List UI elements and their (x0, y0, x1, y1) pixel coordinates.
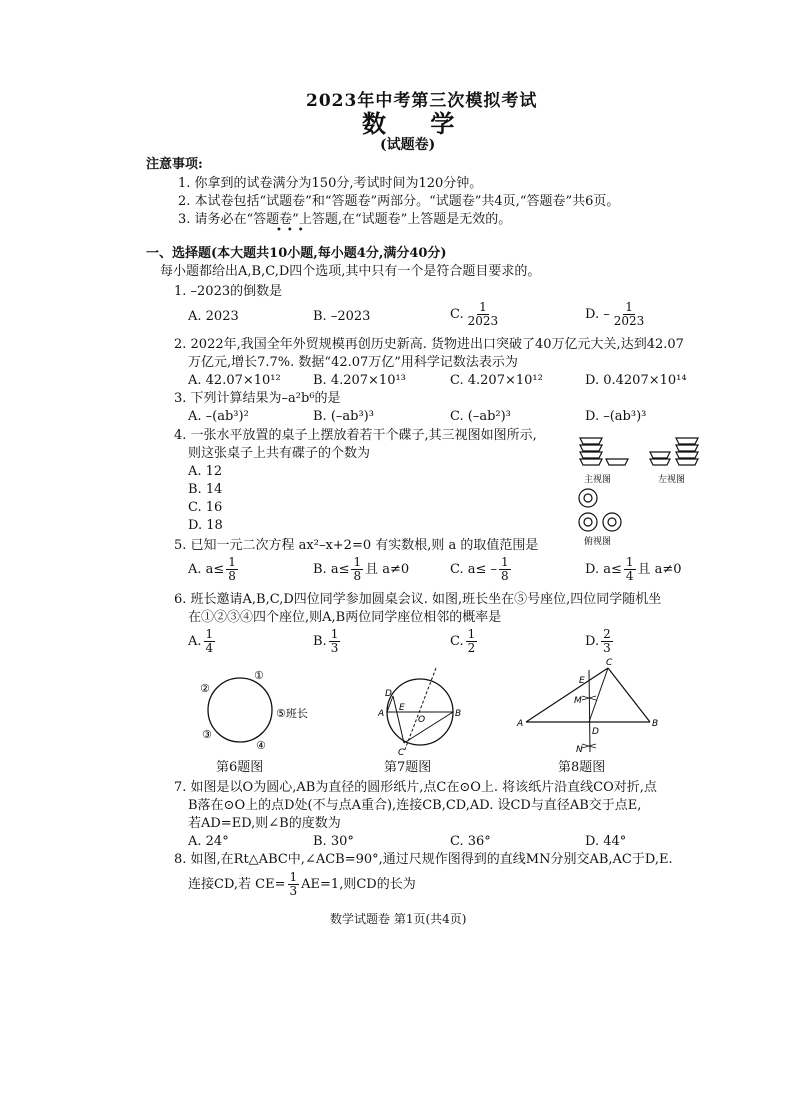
left-view-plates (650, 438, 698, 465)
q6-option-b: B. $\frac{1}{3}$ (313, 627, 339, 655)
q5-option-a: A. a≤ $\frac{1}{8}$ (188, 555, 236, 583)
q1-option-c: C. $\frac{1}{2023}$ (450, 300, 499, 328)
q3-stem: 3. 下列计算结果为–a²b⁶的是 (174, 391, 341, 406)
notice-item-3: 3. 请务必在“答题卷”上答题,在“试题卷”上答题是无效的。 (178, 212, 512, 227)
q6-option-c: C. $\frac{1}{2}$ (450, 627, 476, 655)
seat-4: ④ (256, 739, 266, 752)
fig8-label-d: D (592, 727, 599, 737)
q2-line-2: 万亿元,增长7.7%. 数据“42.07万亿”用科学记数法表示为 (188, 355, 518, 370)
top-view-label: 俯视图 (584, 537, 612, 547)
q1-stem: 1. –2023的倒数是 (174, 284, 283, 299)
notice-heading: 注意事项: (146, 157, 203, 172)
q1-option-a: A. 2023 (188, 309, 239, 324)
q3-option-c: C. (–ab²)³ (450, 409, 511, 424)
section-heading: 一、选择题(本大题共10小题,每小题4分,满分40分) (146, 246, 447, 261)
fig8-label-m: M (574, 696, 582, 706)
fig7-label-d: D (385, 689, 392, 699)
q2-option-d: D. 0.4207×10¹⁴ (585, 373, 687, 388)
fig7-label-c: C (398, 748, 405, 756)
top-view-plates (579, 489, 621, 531)
q4-option-a: A. 12 (188, 464, 223, 479)
q3-option-d: D. –(ab³)³ (585, 409, 647, 424)
q6-line-2: 在①②③④四个座位,则A,B两位同学座位相邻的概率是 (188, 610, 502, 625)
fig8-label-c: C (606, 658, 613, 668)
seat-3: ③ (202, 728, 212, 741)
q8-line-2: 连接CD,若 CE= $\frac{1}{3}$ AE=1,则CD的长为 (188, 870, 416, 898)
q3-option-a: A. –(ab³)² (188, 409, 249, 424)
q2-line-1: 2. 2022年,我国全年外贸规模再创历史新高. 货物进出口突破了40万亿元大关,达到42.07 (174, 337, 684, 352)
q7-line-2: B落在⊙O上的点D处(不与点A重合),连接CB,CD,AD. 设CD与直径AB交于点E, (188, 798, 642, 813)
q4-line-2: 则这张桌子上共有碟子的个数为 (188, 446, 371, 461)
fig7-circle-figure (378, 664, 468, 756)
q1-option-b: B. –2023 (313, 309, 371, 324)
q1-option-d: D. – $\frac{1}{2023}$ (585, 300, 645, 328)
notice-item-1: 1. 你拿到的试卷满分为150分,考试时间为120分钟。 (178, 176, 483, 191)
paper-type: (试题卷) (380, 137, 436, 153)
q5-stem: 5. 已知一元二次方程 ax²–x+2=0 有实数根,则 a 的取值范围是 (174, 538, 539, 553)
exam-title: 2023年中考第三次模拟考试 (306, 91, 538, 111)
q4-line-1: 4. 一张水平放置的桌子上摆放着若干个碟子,其三视图如图所示, (174, 428, 537, 443)
fig8-label-b: B (652, 719, 659, 729)
q4-option-d: D. 18 (188, 518, 223, 533)
section-intro: 每小题都给出A,B,C,D四个选项,其中只有一个是符合题目要求的。 (160, 264, 541, 279)
fig6-caption: 第6题图 (216, 760, 264, 775)
q5-option-b: B. a≤ $\frac{1}{8}$ 且 a≠0 (313, 555, 410, 583)
fig7-caption: 第7题图 (384, 760, 432, 775)
front-view-plates (580, 438, 628, 465)
q7-option-b: B. 30° (313, 834, 354, 849)
subject-title: 数 学 (362, 109, 473, 138)
fig7-label-e: E (399, 703, 405, 713)
fig8-label-a: A (517, 719, 524, 729)
notice-item-2: 2. 本试卷包括“试题卷”和“答题卷”两部分。“试题卷”共4页,“答题卷”共6页。 (178, 194, 620, 209)
seat-5-monitor: ⑤班长 (276, 707, 308, 720)
fig8-label-n: N (576, 745, 583, 755)
emphasis-dots: ••• (276, 225, 309, 236)
fig6-round-table (196, 668, 316, 756)
seat-1: ① (254, 669, 264, 682)
q5-option-d: D. a≤ $\frac{1}{4}$ 且 a≠0 (585, 555, 682, 583)
q4-option-c: C. 16 (188, 500, 223, 515)
front-view-label: 主视图 (584, 475, 612, 485)
q4-option-b: B. 14 (188, 482, 223, 497)
q2-option-a: A. 42.07×10¹² (188, 373, 281, 388)
fig8-caption: 第8题图 (558, 760, 606, 775)
q8-line-1: 8. 如图,在Rt△ABC中,∠ACB=90°,通过尺规作图得到的直线MN分别交AB,AC于D,E. (174, 852, 673, 867)
q7-line-3: 若AD=ED,则∠B的度数为 (188, 816, 341, 831)
q2-option-c: C. 4.207×10¹² (450, 373, 543, 388)
fig7-label-a: A (378, 709, 385, 719)
q6-line-1: 6. 班长邀请A,B,C,D四位同学参加圆桌会议. 如图,班长坐在⑤号座位,四位同学随机坐 (174, 592, 662, 607)
q5-option-c: C. a≤ – $\frac{1}{8}$ (450, 555, 509, 583)
q2-option-b: B. 4.207×10¹³ (313, 373, 406, 388)
q6-option-d: D. $\frac{2}{3}$ (585, 627, 611, 655)
fig7-label-o: O (418, 715, 426, 725)
q7-option-c: C. 36° (450, 834, 491, 849)
seat-2: ② (200, 682, 210, 695)
fig7-label-b: B (455, 709, 462, 719)
fig8-triangle-figure (514, 656, 664, 758)
fig8-label-e: E (579, 676, 585, 686)
q4-three-views-figure (570, 432, 710, 550)
page-footer: 数学试题卷 第1页(共4页) (330, 912, 467, 926)
q3-option-b: B. (–ab³)³ (313, 409, 374, 424)
q7-option-a: A. 24° (188, 834, 229, 849)
q7-option-d: D. 44° (585, 834, 627, 849)
left-view-label: 左视图 (658, 475, 686, 485)
q7-line-1: 7. 如图是以O为圆心,AB为直径的圆形纸片,点C在⊙O上. 将该纸片沿直线CO对折,点 (174, 780, 657, 795)
q6-option-a: A. $\frac{1}{4}$ (188, 627, 214, 655)
